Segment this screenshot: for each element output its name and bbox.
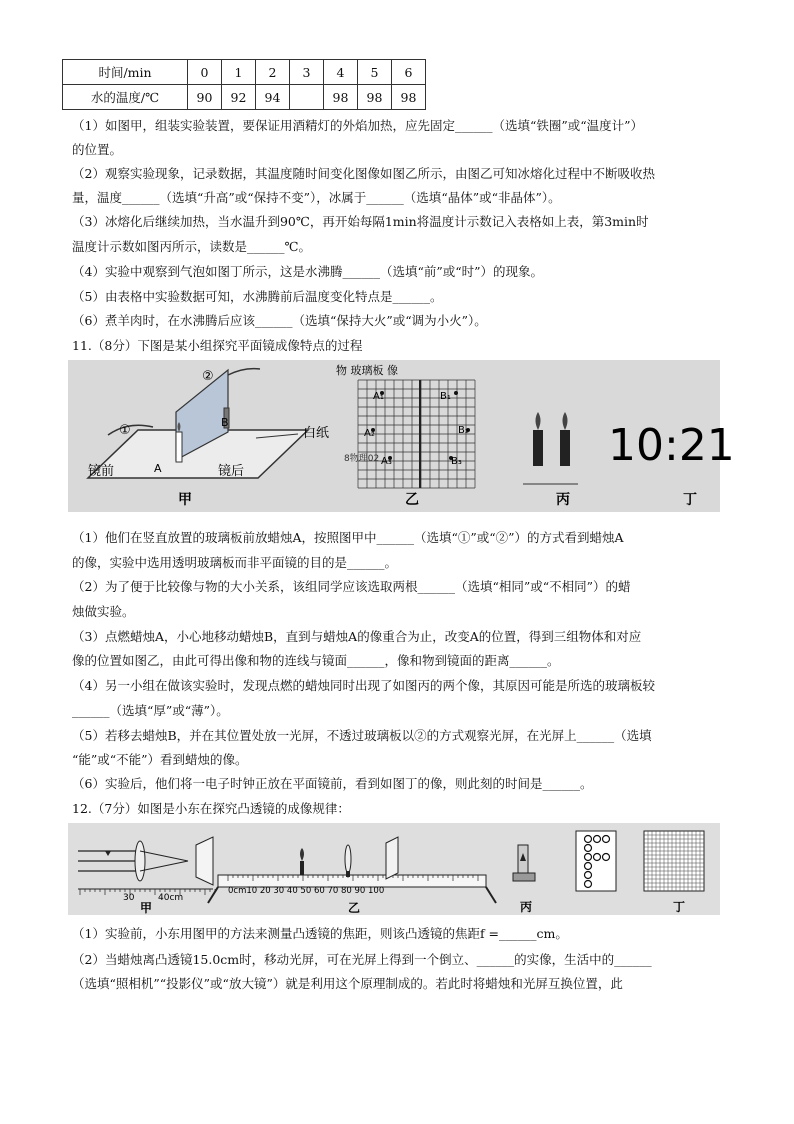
q12-figure: [68, 823, 720, 915]
q10-line: （1）如图甲，组装实验装置，要保证用酒精灯的外焰加热，应先固定______（选填“铁圈”或“温度计”）: [72, 118, 644, 133]
q10-line: （2）观察实验现象，记录数据，其温度随时间变化图像如图乙所示，由图乙可知冰熔化过程中不断吸收热: [72, 166, 655, 181]
table-cell: [290, 85, 324, 110]
figure-jia-label: 甲: [140, 901, 153, 915]
table-cell: 98: [358, 85, 392, 110]
view-1-label: ①: [119, 423, 131, 438]
white-paper-label: 白纸: [303, 426, 330, 441]
mirror-front-label: 镜前: [88, 464, 115, 479]
q11-line: （3）点燃蜡烛A，小心地移动蜡烛B，直到与蜡烛A的像重合为止，改变A的位置，得到三组物体和对应: [72, 629, 642, 644]
table-cell: 94: [256, 85, 290, 110]
q11-line: ______（选填“厚”或“薄”）。: [72, 703, 229, 718]
view-2-label: ②: [202, 369, 214, 384]
table-cell: 98: [324, 85, 358, 110]
ruler-40-label: 40cm: [158, 893, 184, 903]
point-a1: A₁: [373, 391, 384, 402]
grid-point: [454, 391, 458, 395]
table-cell: 4: [324, 60, 358, 85]
q12-line: （2）当蜡烛离凸透镜15.0cm时，移动光屏，可在光屏上得到一个倒立、______的实像，生活中的______: [72, 952, 652, 967]
figure-yi-label: 乙: [405, 492, 419, 508]
table-header-time: 时间/min: [63, 60, 188, 85]
point-b1: B₁: [440, 391, 451, 402]
table-cell: 6: [392, 60, 426, 85]
q11-line: （6）实验后，他们将一电子时钟正放在平面镜前，看到如图丁的像，则此刻的时间是______。: [72, 776, 593, 791]
q11-line: 的像，实验中选用透明玻璃板而非平面镜的目的是______。: [72, 555, 398, 570]
q10-line: （3）冰熔化后继续加热，当水温升到90℃，再开始每隔1min将温度计示数记入表格如上表，第3min时: [72, 214, 649, 229]
q11-title: 11.（8分）下图是某小组探究平面镜成像特点的过程: [72, 338, 363, 353]
q11-line: 烛做实验。: [72, 604, 135, 619]
candle-a-label: A: [154, 462, 162, 475]
table-cell: 5: [358, 60, 392, 85]
table-row: [63, 60, 426, 85]
figure-ding-label: 丁: [673, 900, 686, 914]
q11-line: （1）他们在竖直放置的玻璃板前放蜡烛A，按照图甲中______（选填“①”或“②”）的方式看到蜡烛A: [72, 530, 624, 545]
q10-line: 温度计示数如图丙所示，读数是______℃。: [72, 239, 311, 254]
q11-figure: [68, 360, 735, 512]
figure-ding-label: 丁: [683, 492, 697, 508]
q12-title: 12.（7分）如图是小东在探究凸透镜的成像规律：: [72, 801, 350, 816]
figure-yi-label: 乙: [348, 901, 361, 915]
table-row: [63, 85, 426, 110]
temperature-table: [62, 59, 426, 110]
bench-scale-label: 0cm10 20 30 40 50 60 70 80 90 100: [228, 886, 385, 896]
q10-line: 量，温度______（选填“升高”或“保持不变”），冰属于______（选填“晶体”或“非晶体”）。: [72, 190, 561, 205]
table-cell: 1: [222, 60, 256, 85]
stamp-label: 8物理02: [344, 454, 380, 464]
table-cell: 2: [256, 60, 290, 85]
q11-line: （5）若移去蜡烛B，并在其位置处放一光屏，不透过玻璃板以②的方式观察光屏，在光屏上______（选填: [72, 728, 652, 743]
q10-line: 的位置。: [72, 142, 123, 157]
table-cell: 3: [290, 60, 324, 85]
figure-bing-label: 丙: [556, 492, 570, 508]
table-cell: 0: [188, 60, 222, 85]
q10-line: （5）由表格中实验数据可知，水沸腾前后温度变化特点是______。: [72, 289, 443, 304]
q11-line: （2）为了便于比较像与物的大小关系，该组同学应该选取两根______（选填“相同”或“不相同”）的蜡: [72, 579, 631, 594]
clock-display: 10:21: [608, 420, 735, 471]
q11-line: “能”或“不能”）看到蜡烛的像。: [72, 752, 248, 767]
figure-jia-label: 甲: [178, 492, 192, 508]
point-b2: B₂: [458, 425, 469, 436]
q10-line: （4）实验中观察到气泡如图丁所示，这是水沸腾______（选填“前”或“时”）的现象。: [72, 264, 544, 279]
table-header-temp: 水的温度/℃: [63, 85, 188, 110]
point-a3: A₃: [381, 456, 392, 467]
q11-line: 像的位置如图乙，由此可得出像和物的连线与镜面______，像和物到镜面的距离______。: [72, 653, 560, 668]
q10-line: （6）煮羊肉时，在水沸腾后应该______（选填“保持大火”或“调为小火”）。: [72, 313, 487, 328]
convex-lens-figure: [68, 823, 720, 915]
q11-line: （4）另一小组在做该实验时，发现点燃的蜡烛同时出现了如图丙的两个像，其原因可能是所选的玻璃板较: [72, 678, 655, 693]
candle-b-label: B: [221, 416, 229, 429]
point-b3: B₃: [451, 456, 462, 467]
q12-line: （1）实验前，小东用图甲的方法来测量凸透镜的焦距，则该凸透镜的焦距f =______cm。: [72, 926, 568, 941]
table-cell: 90: [188, 85, 222, 110]
table-cell: 98: [392, 85, 426, 110]
plane-mirror-figure: [68, 360, 735, 512]
mirror-back-label: 镜后: [218, 464, 245, 479]
grid-title: 物 玻璃板 像: [336, 364, 398, 377]
point-a2: A₂: [364, 428, 375, 439]
figure-bing-label: 丙: [520, 900, 533, 914]
table-cell: 92: [222, 85, 256, 110]
ruler-30-label: 30: [123, 893, 135, 903]
q12-line: （选填“照相机”“投影仪”或“放大镜”）就是利用这个原理制成的。若此时将蜡烛和光屏互换位置，此: [72, 976, 623, 991]
